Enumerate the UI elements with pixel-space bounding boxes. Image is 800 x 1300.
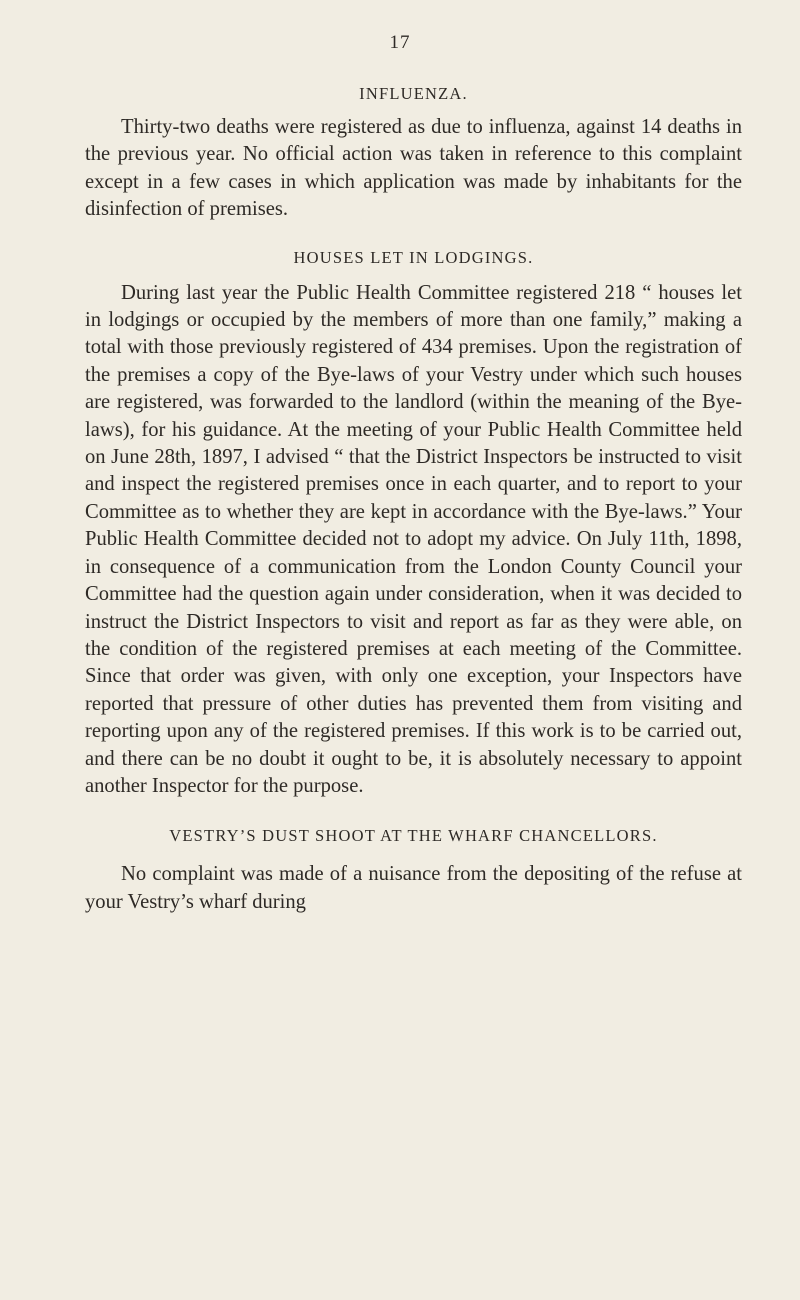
paragraph-vestry-dust-shoot: No complaint was made of a nuisance from the depositing of the refuse at your Vestry’s wharf during: [85, 863, 742, 913]
page-body: [85, 84, 742, 916]
section-heading-houses-let-in-lodgings: HOUSES LET IN LODGINGS.: [293, 247, 534, 267]
paragraph-influenza: Thirty-two deaths were registered as due to influenza, against 14 deaths in the previous year. No official action was taken in reference to this complaint except in a few cases in which application was made by inhabitants for the disinfection of premises.: [85, 116, 742, 221]
paragraph-houses-let-in-lodgings: During last year the Public Health Committee registered 218 “ houses let in lodgings or occupied by the members of more than one family,” making a total with those previously registered of 434 premises. Upon the registration of the premises a copy of the Bye-laws of your Vestry under which such houses are registered, was forwarded to the landlord (within the meaning of the Bye-laws), for his guidance. At the meeting of your Public Health Committee held on June 28th, 1897, I advised “ that the District Inspectors be instructed to visit and inspect the registered premises once in each quarter, and to report to your Committee as to whether they are kept in accordance with the Bye-laws.” Your Public Health Committee decided not to adopt my advice. On July 11th, 1898, in consequence of a communication from the London County Council your Committee had the question again under consideration, when it was decided to instruct the District Inspectors to visit and report as far as they were able, on the condition of the registered premises at each meeting of the Committee. Since that order was given, with only one exception, your Inspectors have reported that pressure of other duties has prevented them from visiting and reporting upon any of the registered premises. If this work is to be carried out, and there can be no doubt it ought to be, it is absolutely necessary to appoint another Inspector for the purpose.: [85, 281, 742, 797]
section-heading-influenza: INFLUENZA.: [359, 84, 468, 103]
section-heading-vestry-dust-shoot: VESTRY’S DUST SHOOT AT THE WHARF CHANCELLORS.: [169, 826, 658, 846]
page-number: 17: [389, 32, 411, 53]
